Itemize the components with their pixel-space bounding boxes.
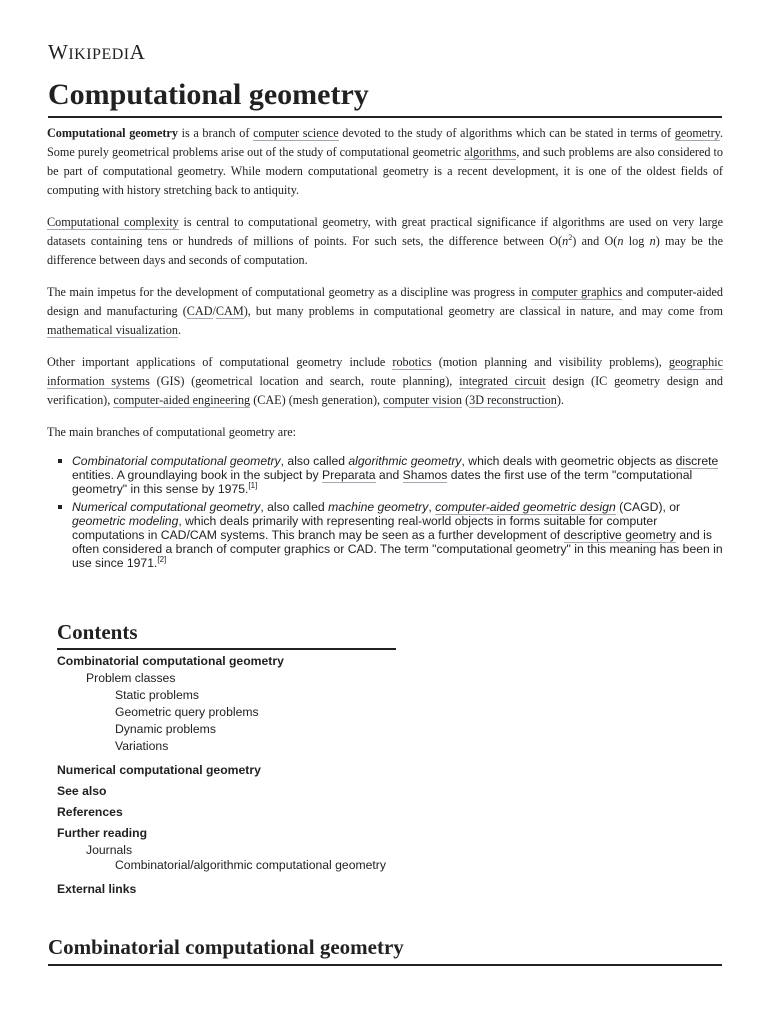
intro-paragraph-1: Computational geometry is a branch of computer science devoted to the study of algorithms which can be stated in terms of geometry. Some purely geometrical problems arise out of the study of computational geometric algorithms, and such problems are also considered to be part of computational geometry. While modern computational geometry is a recent development, it is one of the oldest fields of computing with history stretching back to antiquity. [47, 126, 724, 197]
link-algorithms[interactable]: algorithms [464, 145, 517, 159]
toc-item[interactable]: Static problems [115, 688, 199, 702]
link-shamos[interactable]: Shamos [402, 468, 448, 483]
link-gis[interactable]: geographic information systems [47, 355, 723, 388]
branches-intro: The main branches of computational geometry are: [47, 425, 297, 439]
toc-item[interactable]: Combinatorial/algorithmic computational geometry [115, 858, 386, 872]
link-cad[interactable]: CAD [186, 304, 213, 318]
link-robotics[interactable]: robotics [392, 355, 432, 369]
intro-paragraph-3: The main impetus for the development of computational geometry as a discipline was progress in computer graphics and computer-aided design and manufacturing (CAD/CAM), but many problems in computational geometry are classical in nature, and may come from mathematical visualization. [47, 285, 724, 337]
toc-item[interactable]: External links [57, 882, 137, 896]
toc-item[interactable]: See also [57, 784, 107, 798]
bullet-icon [58, 505, 62, 509]
intro-paragraph-2: Computational complexity is central to computational geometry, with great practical significance if algorithms are used on very large datasets containing tens or hundreds of millions of points. For such sets, the difference between $O(n^2)$ and O(n log n) may be the difference between days and seconds of computation. [47, 215, 724, 267]
list-item: Numerical computational geometry, also called machine geometry, computer-aided geometric design (CAGD), or geometric modeling, which deals primarily with representing real-world objects in forms suitable for computer computations in CAD/CAM systems. This branch may be seen as a further development of descriptive geometry and is often considered a branch of computer graphics or CAD. The term "computational geometry" in this meaning has been in use since 1971.[2] [72, 500, 728, 571]
page-title: Computational geometry [48, 78, 722, 118]
link-descriptive-geometry[interactable]: descriptive geometry [563, 528, 677, 543]
intro-paragraph-4: Other important applications of computational geometry include robotics (motion planning and visibility problems), geographic information systems (GIS) (geometrical location and search, route planning), integrated circuit design (IC geometry design and verification), computer-aided engineering (CAE) (mesh generation), computer vision (3D reconstruction). [47, 355, 724, 407]
toc-heading: Contents [57, 620, 396, 650]
toc-item[interactable]: Combinatorial computational geometry [57, 654, 284, 668]
toc-item[interactable]: Problem classes [86, 671, 176, 685]
toc-item[interactable]: Geometric query problems [115, 705, 259, 719]
link-geometry[interactable]: geometry [674, 126, 720, 140]
toc-item[interactable]: Further reading [57, 826, 148, 840]
list-item: Combinatorial computational geometry, also called algorithmic geometry, which deals with geometric objects as discrete entities. A groundlaying book in the subject by Preparata and Shamos dates the first use of the term "computational geometry" in this sense by 1975.[1] [72, 454, 728, 497]
section-heading: Combinatorial computational geometry [48, 935, 722, 966]
toc-item[interactable]: Variations [115, 739, 169, 753]
branches-list [72, 454, 728, 574]
link-preparata[interactable]: Preparata [322, 468, 376, 483]
link-computer-science[interactable]: computer science [253, 126, 339, 140]
toc-item[interactable]: References [57, 805, 123, 819]
link-cagd[interactable]: computer-aided geometric design [435, 499, 616, 514]
toc-item[interactable]: Dynamic problems [115, 722, 216, 736]
toc-item[interactable]: Journals [86, 843, 133, 857]
link-cam[interactable]: CAM [215, 304, 244, 318]
link-computational-complexity[interactable]: Computational complexity [47, 215, 179, 229]
bullet-icon [58, 459, 62, 463]
link-computer-graphics[interactable]: computer graphics [531, 285, 623, 299]
toc-item[interactable]: Numerical computational geometry [57, 763, 261, 777]
link-discrete[interactable]: discrete [675, 454, 719, 468]
link-computer-vision[interactable]: computer vision [383, 393, 463, 407]
reference-1[interactable]: [1] [248, 481, 258, 491]
reference-2[interactable]: [2] [157, 555, 167, 565]
link-integrated-circuit[interactable]: integrated circuit [459, 374, 546, 388]
bold-term: Computational geometry [47, 126, 178, 140]
wikipedia-wordmark[interactable]: WIKIPEDIA [48, 40, 146, 64]
link-mathematical-visualization[interactable]: mathematical visualization [47, 323, 178, 337]
link-3d-reconstruction[interactable]: 3D reconstruction [469, 393, 557, 407]
link-computer-aided-engineering[interactable]: computer-aided engineering [113, 393, 251, 407]
